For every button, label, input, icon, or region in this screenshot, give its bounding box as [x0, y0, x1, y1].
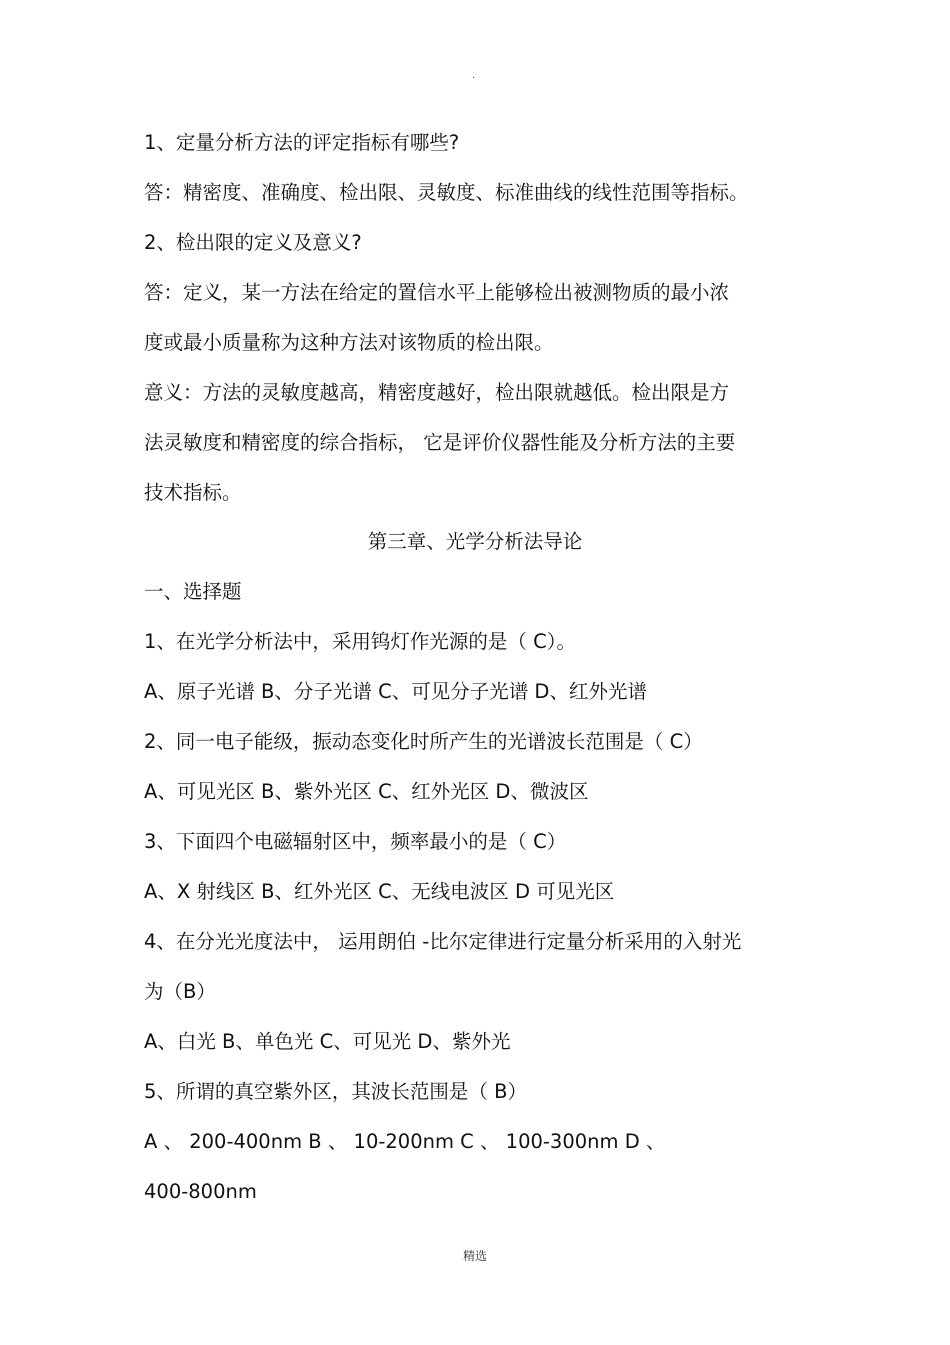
question-2-line: 2、检出限的定义及意义? [144, 231, 362, 254]
page-footer: 精选 [462, 1249, 487, 1263]
answer-2-line-2: 度或最小质量称为这种方法对该物质的检出限。 [144, 331, 554, 354]
mcq-3-question: 3、下面四个电磁辐射区中，频率最小的是（ C） [144, 830, 567, 853]
header-mark: . [472, 70, 476, 81]
mcq-3-options: A、X 射线区 B、红外光区 C、无线电波区 D 可见光区 [144, 880, 615, 903]
mcq-4-question-line-2: 为（B） [144, 980, 216, 1003]
section-heading: 一、选择题 [144, 580, 242, 603]
mcq-2-options: A、可见光区 B、紫外光区 C、红外光区 D、微波区 [144, 780, 589, 803]
meaning-line-2: 法灵敏度和精密度的综合指标， 它是评价仪器性能及分析方法的主要 [144, 431, 736, 454]
mcq-5-question: 5、所谓的真空紫外区，其波长范围是（ B） [144, 1080, 527, 1103]
mcq-2-question: 2、同一电子能级，振动态变化时所产生的光谱波长范围是（ C） [144, 730, 703, 753]
mcq-5-options-line-1: A 、 200-400nm B 、 10-200nm C 、 100-300nm D 、 [144, 1130, 666, 1153]
mcq-1-question: 1、在光学分析法中，采用钨灯作光源的是（ C）。 [144, 630, 576, 653]
mcq-1-options: A、原子光谱 B、分子光谱 C、可见分子光谱 D、红外光谱 [144, 680, 647, 703]
mcq-5-options-line-2: 400-800nm [144, 1180, 257, 1203]
mcq-4-options: A、白光 B、单色光 C、可见光 D、紫外光 [144, 1030, 511, 1053]
answer-2-line-1: 答：定义，某一方法在给定的置信水平上能够检出被测物质的最小浓 [144, 281, 730, 304]
meaning-line-1: 意义：方法的灵敏度越高，精密度越好，检出限就越低。检出限是方 [144, 381, 730, 404]
question-1-line: 1、定量分析方法的评定指标有哪些? [144, 131, 460, 154]
answer-1-line: 答：精密度、准确度、检出限、灵敏度、标准曲线的线性范围等指标。 [144, 181, 749, 204]
chapter-title: 第三章、光学分析法导论 [367, 530, 583, 553]
mcq-4-question-line-1: 4、在分光光度法中， 运用朗伯 -比尔定律进行定量分析采用的入射光 [144, 930, 742, 953]
meaning-line-3: 技术指标。 [144, 481, 242, 504]
